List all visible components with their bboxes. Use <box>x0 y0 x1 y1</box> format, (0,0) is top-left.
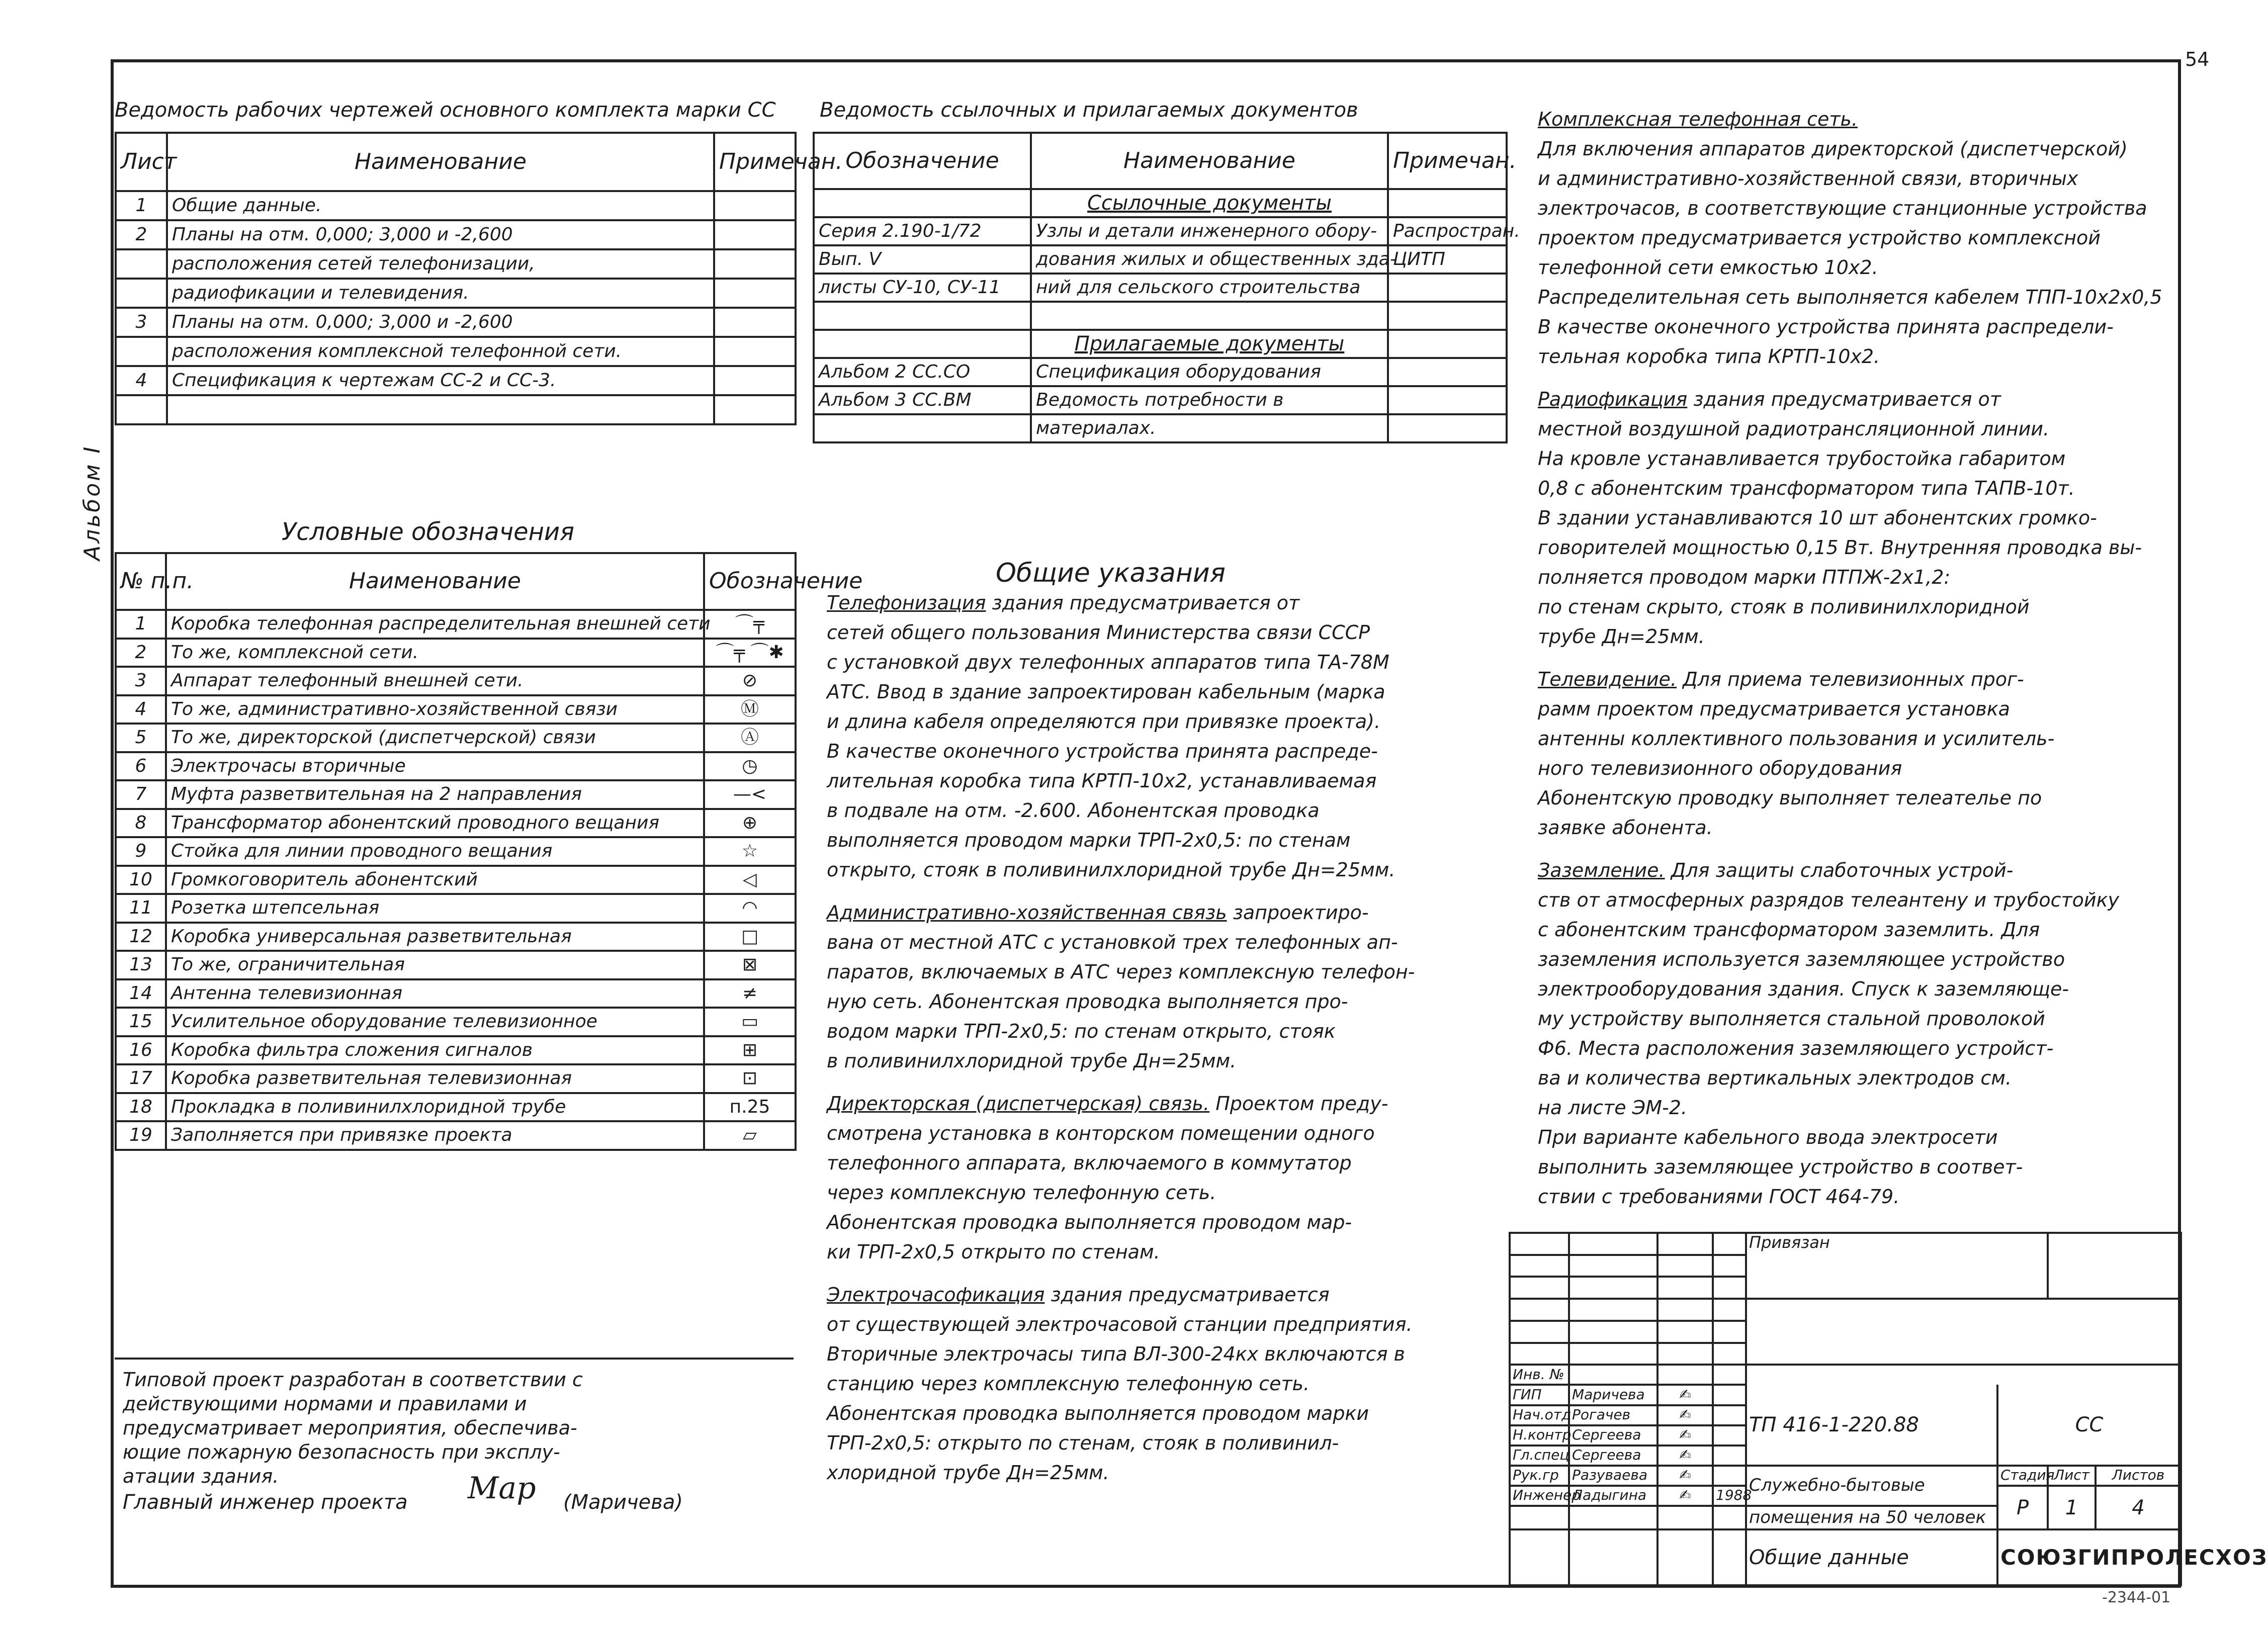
legend-row <box>116 1064 796 1093</box>
symbol-cell: ≠ <box>704 979 796 1008</box>
right-line: рамм проектом предусматривается установка <box>1538 698 2010 720</box>
general-line: водом марки ТРП-2х0,5: по стенам открыто, стояк <box>827 1020 1336 1042</box>
sheets-header: Листов <box>2096 1466 2181 1486</box>
note-cell: ЦИТП <box>1388 245 1507 274</box>
symbol-cell: ⌒╤ ⌒✱ <box>704 639 796 667</box>
person-engineer: Ладыгина <box>1569 1486 1658 1506</box>
general-line <box>827 1076 1516 1089</box>
right-line <box>1538 372 2192 385</box>
right-line: трубе Дн=25мм. <box>1538 625 1705 648</box>
legend-row <box>116 979 796 1008</box>
title-block: Привязан Инв. № ГИП Маричева ✍ ТП 416-1-220.88 СС Нач.отд Рогачев ✍ Н.контр Сергеева ✍ Гл.спец Сергеева ✍ Рук.гр Разуваева ✍ Служебно-бытовые Стадия Лист Листов Инженер Ладыгина ✍ 1988 Р 1 4 помещения на 50 человек Общие данные СОЮЗГИПРОЛЕСХОЗ <box>1509 1232 2182 1586</box>
references-list-row <box>814 330 1507 358</box>
person-ruk-gr: Разуваева <box>1569 1466 1658 1486</box>
stage-value: Р <box>1997 1486 2048 1530</box>
symbol-header: Обозначение <box>704 553 796 610</box>
right-line: 0,8 с абонентским трансформатором типа ТАПВ-10т. <box>1538 477 2075 499</box>
sheet-cell: 1 <box>116 191 167 220</box>
number-cell: 8 <box>116 809 166 838</box>
note-line: предусматривает мероприятия, обеспечива- <box>123 1417 577 1439</box>
name-cell: Спецификация к чертежам СС-2 и СС-3. <box>167 366 714 395</box>
right-line: местной воздушной радиотрансляционной линии. <box>1538 418 2050 440</box>
general-line: выполняется проводом марки ТРП-2х0,5: по стенам <box>827 829 1351 851</box>
note-cell <box>714 395 796 424</box>
general-line: ную сеть. Абонентская проводка выполняется про- <box>827 990 1348 1013</box>
general-line: и длина кабеля определяются при привязке проекта). <box>827 710 1381 733</box>
name-cell: Розетка штепсельная <box>166 894 704 923</box>
right-line <box>1538 652 2192 665</box>
legend-row <box>116 866 796 894</box>
name-cell <box>167 395 714 424</box>
right-line: проектом предусматривается устройство комплексной <box>1538 227 2101 249</box>
sheet-cell <box>116 279 167 308</box>
general-line: через комплексную телефонную сеть. <box>827 1182 1216 1204</box>
number-cell: 19 <box>116 1121 166 1150</box>
references-list-row <box>814 189 1507 217</box>
designation-cell: Альбом 2 СС.СО <box>814 358 1031 386</box>
name-cell: Узлы и детали инженерного обору- <box>1031 217 1388 245</box>
frame-top-border <box>111 59 2180 62</box>
legend-table <box>115 552 863 1151</box>
role-ruk-gr: Рук.гр <box>1510 1466 1569 1486</box>
general-line: Абонентская проводка выполняется проводом марки <box>827 1402 1369 1424</box>
drawings-list-table <box>115 132 843 425</box>
designation-cell <box>814 414 1031 442</box>
legend-row <box>116 780 796 809</box>
name-cell: То же, комплексной сети. <box>166 639 704 667</box>
number-cell: 17 <box>116 1064 166 1093</box>
name-cell: Прилагаемые документы <box>1031 330 1388 358</box>
designation-cell: Альбом 3 СС.ВМ <box>814 386 1031 414</box>
legend-row <box>116 724 796 752</box>
name-cell: Усилительное оборудование телевизионное <box>166 1008 704 1036</box>
frame-left-border <box>111 59 114 1588</box>
name-cell: Коробка разветвительная телевизионная <box>166 1064 704 1093</box>
note-cell <box>1388 274 1507 302</box>
legend-row <box>116 1093 796 1122</box>
right-line: При варианте кабельного ввода электросети <box>1538 1126 1998 1148</box>
note-cell <box>714 279 796 308</box>
symbol-cell: ⊞ <box>704 1036 796 1065</box>
name-cell: ний для сельского строительства <box>1031 274 1388 302</box>
references-list-row <box>814 217 1507 245</box>
project-mark: СС <box>1997 1385 2181 1465</box>
name-cell: Антенна телевизионная <box>166 979 704 1008</box>
right-line <box>1538 843 2192 856</box>
role-gl-spec: Гл.спец <box>1510 1446 1569 1466</box>
note-cell <box>714 191 796 220</box>
right-line: электрочасов, в соответствующие станционные устройства <box>1538 197 2147 219</box>
general-line: Электрочасофикация здания предусматривается <box>827 1284 1330 1306</box>
legend-row <box>116 951 796 979</box>
symbol-cell: □ <box>704 923 796 951</box>
references-list-row <box>814 386 1507 414</box>
number-cell: 7 <box>116 780 166 809</box>
name-cell: Коробка фильтра сложения сигналов <box>166 1036 704 1065</box>
right-line: Абонентскую проводку выполняет телеателье по <box>1538 787 2042 809</box>
general-line: открыто, стояк в поливинилхлоридной трубе Дн=25мм. <box>827 859 1395 881</box>
references-list-row <box>814 414 1507 442</box>
number-cell: 15 <box>116 1008 166 1036</box>
role-engineer: Инженер <box>1510 1486 1569 1506</box>
drawings-list-row <box>116 308 796 337</box>
references-list-row <box>814 245 1507 274</box>
sheet-cell <box>116 337 167 366</box>
symbol-cell: ▱ <box>704 1121 796 1150</box>
general-instructions <box>827 588 1516 1488</box>
sheet-header: Лист <box>116 133 167 191</box>
right-line: говорителей мощностью 0,15 Вт. Внутренняя проводка вы- <box>1538 536 2142 559</box>
number-cell: 9 <box>116 837 166 866</box>
drawings-list-row <box>116 395 796 424</box>
name-cell: Электрочасы вторичные <box>166 752 704 781</box>
note-cell <box>714 337 796 366</box>
right-line: телефонной сети емкостью 10х2. <box>1538 256 1878 279</box>
designation-cell <box>814 189 1031 217</box>
number-cell: 10 <box>116 866 166 894</box>
name-cell: Прокладка в поливинилхлоридной трубе <box>166 1093 704 1122</box>
role-gip: ГИП <box>1510 1385 1569 1405</box>
general-line: от существующей электрочасовой станции предприятия. <box>827 1313 1413 1335</box>
right-line: заземления используется заземляющее устройство <box>1538 948 2065 970</box>
note-header: Примечан. <box>1388 133 1507 189</box>
right-line: На кровле устанавливается трубостойка габаритом <box>1538 447 2066 470</box>
references-list-row <box>814 302 1507 330</box>
name-cell: Планы на отм. 0,000; 3,000 и -2,600 <box>167 220 714 249</box>
sheet-cell <box>116 395 167 424</box>
symbol-cell: Ⓜ <box>704 695 796 724</box>
legend-row <box>116 610 796 639</box>
sheet-cell: 4 <box>116 366 167 395</box>
general-title: Общие указания <box>996 558 1226 588</box>
name-cell: То же, ограничительная <box>166 951 704 979</box>
general-line: АТС. Ввод в здание запроектирован кабельным (марка <box>827 681 1385 703</box>
general-line: паратов, включаемых в АТС через комплексную телефон- <box>827 961 1415 983</box>
symbol-cell: ◁ <box>704 866 796 894</box>
note-header: Примечан. <box>714 133 796 191</box>
drawings-list-row <box>116 191 796 220</box>
note-cell <box>714 308 796 337</box>
right-line: заявке абонента. <box>1538 817 1713 839</box>
legend-row <box>116 695 796 724</box>
right-line: Радиофикация здания предусматривается от <box>1538 388 2001 410</box>
general-line: с установкой двух телефонных аппаратов типа ТА-78М <box>827 651 1389 673</box>
drawings-list-row <box>116 249 796 279</box>
legend-row <box>116 1121 796 1150</box>
number-cell: 13 <box>116 951 166 979</box>
name-cell: Спецификация оборудования <box>1031 358 1388 386</box>
symbol-cell: ⊠ <box>704 951 796 979</box>
right-line: антенны коллективного пользования и усилитель- <box>1538 728 2055 750</box>
drawings-list-row <box>116 279 796 308</box>
number-cell: 18 <box>116 1093 166 1122</box>
name-cell: Коробка телефонная распределительная внешней сети <box>166 610 704 639</box>
right-line: ствии с требованиями ГОСТ 464-79. <box>1538 1186 1900 1208</box>
right-line: полняется проводом марки ПТПЖ-2х1,2: <box>1538 566 1951 588</box>
references-list-row <box>814 274 1507 302</box>
sheet-cell <box>116 249 167 279</box>
general-line: Административно-хозяйственная связь запроектиро- <box>827 901 1369 924</box>
right-line: ва и количества вертикальных электродов см. <box>1538 1067 2012 1089</box>
symbol-cell: ⊕ <box>704 809 796 838</box>
general-line: вана от местной АТС с установкой трех телефонных ап- <box>827 931 1398 953</box>
right-line: Распределительная сеть выполняется кабелем ТПП-10х2х0,5 <box>1538 286 2162 308</box>
symbol-cell: ☆ <box>704 837 796 866</box>
name-header: Наименование <box>166 553 704 610</box>
general-line: ки ТРП-2х0,5 открыто по стенам. <box>827 1241 1160 1263</box>
stage-header: Стадия <box>1997 1466 2048 1486</box>
general-line: сетей общего пользования Министерства связи СССР <box>827 621 1370 644</box>
note-cell <box>714 366 796 395</box>
name-header: Наименование <box>167 133 714 191</box>
number-cell: 16 <box>116 1036 166 1065</box>
designation-header: Обозначение <box>814 133 1031 189</box>
legend-title: Условные обозначения <box>282 518 575 546</box>
symbol-cell: —< <box>704 780 796 809</box>
references-list-title: Ведомость ссылочных и прилагаемых документов <box>820 99 1358 122</box>
designation-cell: листы СУ-10, СУ-11 <box>814 274 1031 302</box>
general-line <box>827 885 1516 898</box>
designation-cell <box>814 330 1031 358</box>
stamp-year: 1988 <box>1713 1486 1746 1506</box>
right-line: с абонентским трансформатором заземлить. Для <box>1538 919 2040 941</box>
general-line: Телефонизация здания предусматривается от <box>827 592 1300 614</box>
general-line: хлоридной трубе Дн=25мм. <box>827 1462 1109 1484</box>
legend-row <box>116 837 796 866</box>
building-name-line2: помещения на 50 человек <box>1746 1506 1997 1530</box>
legend-row <box>116 809 796 838</box>
chief-engineer-signature: Мар <box>468 1471 536 1506</box>
name-header: Наименование <box>1031 133 1388 189</box>
right-column-text <box>1538 105 2192 1212</box>
right-line: выполнить заземляющее устройство в соответ- <box>1538 1156 2023 1178</box>
privyazan-label: Привязан <box>1746 1233 2048 1299</box>
name-cell: Планы на отм. 0,000; 3,000 и -2,600 <box>167 308 714 337</box>
legend-row <box>116 1008 796 1036</box>
page-number: 54 <box>2185 48 2210 70</box>
person-nach-otd: Рогачев <box>1569 1405 1658 1425</box>
designation-cell: Серия 2.190-1/72 <box>814 217 1031 245</box>
name-cell: Ссылочные документы <box>1031 189 1388 217</box>
name-cell: Аппарат телефонный внешней сети. <box>166 667 704 695</box>
general-line: телефонного аппарата, включаемого в коммутатор <box>827 1152 1352 1174</box>
note-divider <box>115 1358 794 1360</box>
symbol-cell: ⊡ <box>704 1064 796 1093</box>
general-line: смотрена установка в конторском помещении одного <box>827 1122 1375 1144</box>
name-cell: радиофикации и телевидения. <box>167 279 714 308</box>
sheet-cell: 2 <box>116 220 167 249</box>
right-line: по стенам скрыто, стояк в поливинилхлоридной <box>1538 596 2030 618</box>
right-line: Телевидение. Для приема телевизионных прог- <box>1538 668 2024 690</box>
note-line: атации здания. <box>123 1465 279 1487</box>
note-cell <box>1388 330 1507 358</box>
name-cell: Коробка универсальная разветвительная <box>166 923 704 951</box>
album-label: Альбом I <box>79 444 105 561</box>
role-n-kontr: Н.контр <box>1510 1425 1569 1446</box>
fire-safety-note <box>123 1368 583 1488</box>
number-cell: 14 <box>116 979 166 1008</box>
person-n-kontr: Сергеева <box>1569 1425 1658 1446</box>
name-cell: То же, директорской (диспетчерской) связи <box>166 724 704 752</box>
symbol-cell: ◷ <box>704 752 796 781</box>
right-line: В здании устанавливаются 10 шт абонентских громко- <box>1538 507 2097 529</box>
project-code: ТП 416-1-220.88 <box>1746 1385 1997 1465</box>
symbol-cell: п.25 <box>704 1093 796 1122</box>
note-line: Типовой проект разработан в соответствии с <box>123 1369 583 1391</box>
symbol-cell: ⌒╤ <box>704 610 796 639</box>
name-cell: материалах. <box>1031 414 1388 442</box>
bottom-code: -2344-01 <box>2102 1589 2171 1606</box>
note-cell <box>1388 386 1507 414</box>
general-line: станцию через комплексную телефонную сеть. <box>827 1373 1310 1395</box>
note-cell: Распростран. <box>1388 217 1507 245</box>
right-line: тельная коробка типа КРТП-10х2. <box>1538 345 1880 368</box>
general-line: Абонентская проводка выполняется проводом мар- <box>827 1211 1352 1233</box>
name-cell: Трансформатор абонентский проводного вещания <box>166 809 704 838</box>
name-cell: дования жилых и общественных зда- <box>1031 245 1388 274</box>
number-cell: 1 <box>116 610 166 639</box>
symbol-cell: ⊘ <box>704 667 796 695</box>
right-line: ного телевизионного оборудования <box>1538 757 1902 779</box>
name-cell: Муфта разветвительная на 2 направления <box>166 780 704 809</box>
name-cell: Стойка для линии проводного вещания <box>166 837 704 866</box>
number-cell: 4 <box>116 695 166 724</box>
general-line: в поливинилхлоридной трубе Дн=25мм. <box>827 1050 1237 1072</box>
right-line: Заземление. Для защиты слаботочных устрой- <box>1538 859 2014 881</box>
drawings-list-row <box>116 366 796 395</box>
drawings-list-row <box>116 337 796 366</box>
number-cell: 6 <box>116 752 166 781</box>
note-cell <box>1388 189 1507 217</box>
note-cell <box>1388 414 1507 442</box>
right-line: Ф6. Места расположения заземляющего устройст- <box>1538 1037 2054 1059</box>
name-cell: Громкоговоритель абонентский <box>166 866 704 894</box>
name-cell <box>1031 302 1388 330</box>
symbol-cell: Ⓐ <box>704 724 796 752</box>
person-gip: Маричева <box>1569 1385 1658 1405</box>
name-cell: То же, административно-хозяйственной связи <box>166 695 704 724</box>
name-cell: расположения сетей телефонизации, <box>167 249 714 279</box>
number-cell: 11 <box>116 894 166 923</box>
chief-engineer-name: (Маричева) <box>563 1491 683 1514</box>
right-line: электрооборудования здания. Спуск к заземляюще- <box>1538 978 2069 1000</box>
general-line: лительная коробка типа КРТП-10х2, устанавливаемая <box>827 770 1377 792</box>
number-cell: 5 <box>116 724 166 752</box>
inv-number-label: Инв. № <box>1510 1365 1569 1385</box>
right-line: му устройству выполняется стальной проволокой <box>1538 1008 2045 1030</box>
right-line: на листе ЭМ-2. <box>1538 1097 1687 1119</box>
drawings-list-title: Ведомость рабочих чертежей основного комплекта марки СС <box>115 99 776 122</box>
note-cell <box>714 249 796 279</box>
number-cell: 12 <box>116 923 166 951</box>
general-line: Директорская (диспетчерская) связь. Проектом преду- <box>827 1093 1388 1115</box>
references-table <box>813 132 1520 443</box>
legend-row <box>116 752 796 781</box>
general-line: Вторичные электрочасы типа ВЛ-300-24кх включаются в <box>827 1343 1405 1365</box>
note-cell <box>1388 302 1507 330</box>
general-line <box>827 1267 1516 1280</box>
legend-row <box>116 667 796 695</box>
person-gl-spec: Сергеева <box>1569 1446 1658 1466</box>
legend-row <box>116 923 796 951</box>
right-line: В качестве оконечного устройства принята распредели- <box>1538 316 2114 338</box>
building-name-line1: Служебно-бытовые <box>1746 1466 1997 1506</box>
symbol-cell: ◠ <box>704 894 796 923</box>
organization: СОЮЗГИПРОЛЕСХОЗ <box>1997 1529 2181 1585</box>
right-line: ств от атмосферных разрядов телеантену и трубостойку <box>1538 889 2120 911</box>
general-line: в подвале на отм. -2.600. Абонентская проводка <box>827 799 1320 822</box>
symbol-cell: ▭ <box>704 1008 796 1036</box>
name-cell: Заполняется при привязке проекта <box>166 1121 704 1150</box>
sheet-value: 1 <box>2048 1486 2096 1530</box>
note-line: действующими нормами и правилами и <box>123 1393 527 1415</box>
drawings-list-row <box>116 220 796 249</box>
sheet-cell: 3 <box>116 308 167 337</box>
right-line: и административно-хозяйственной связи, вторичных <box>1538 167 2078 190</box>
note-line: ющие пожарную безопасность при эксплу- <box>123 1441 560 1463</box>
general-line: В качестве оконечного устройства принята распреде- <box>827 740 1378 762</box>
legend-row <box>116 639 796 667</box>
legend-row <box>116 1036 796 1065</box>
right-line: Для включения аппаратов директорской (диспетчерской) <box>1538 138 2128 160</box>
chief-engineer-label: Главный инженер проекта <box>123 1491 408 1514</box>
number-header: № п.п. <box>116 553 166 610</box>
name-cell: расположения комплексной телефонной сети. <box>167 337 714 366</box>
designation-cell: Вып. V <box>814 245 1031 274</box>
legend-row <box>116 894 796 923</box>
number-cell: 2 <box>116 639 166 667</box>
sheet-title: Общие данные <box>1746 1529 1997 1585</box>
name-cell: Общие данные. <box>167 191 714 220</box>
general-line: ТРП-2х0,5: открыто по стенам, стояк в поливинил- <box>827 1432 1339 1454</box>
note-cell <box>1388 358 1507 386</box>
number-cell: 3 <box>116 667 166 695</box>
note-cell <box>714 220 796 249</box>
name-cell: Ведомость потребности в <box>1031 386 1388 414</box>
designation-cell <box>814 302 1031 330</box>
sheet-header: Лист <box>2048 1466 2096 1486</box>
right-line: Комплексная телефонная сеть. <box>1538 108 1858 130</box>
sheets-value: 4 <box>2096 1486 2181 1530</box>
references-list-row <box>814 358 1507 386</box>
role-nach-otd: Нач.отд <box>1510 1405 1569 1425</box>
